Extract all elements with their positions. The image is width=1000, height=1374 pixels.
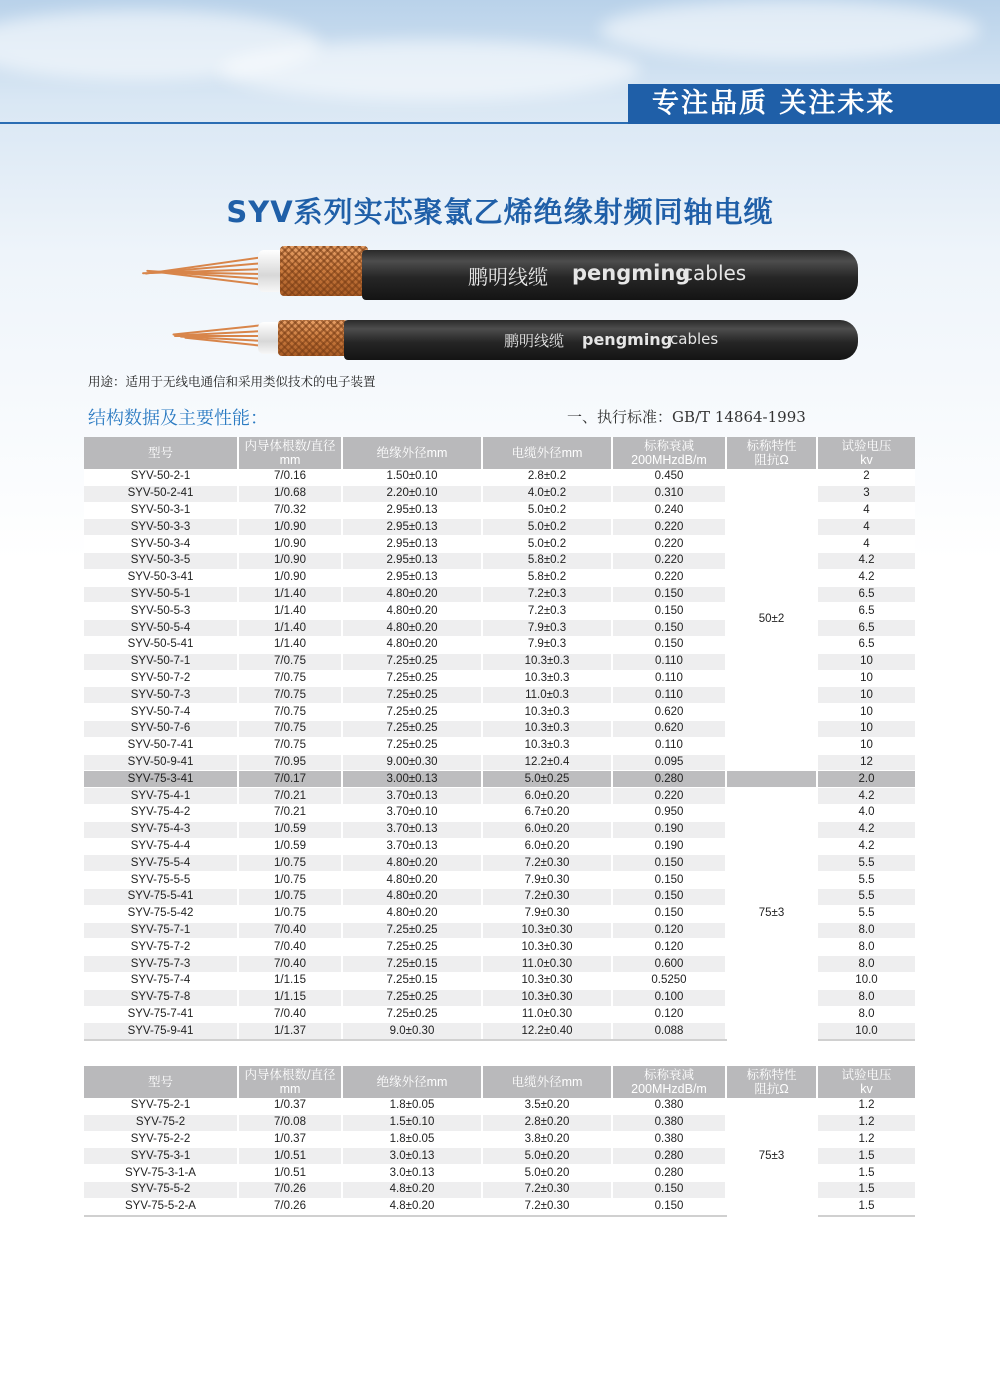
cell-model: SYV-75-3-1: [84, 1148, 238, 1165]
spec-table-2-body: [84, 1098, 915, 1216]
usage-text: 用途：适用于无线电通信和采用类似技术的电子装置: [88, 374, 376, 389]
cell-test-voltage: 4: [817, 536, 915, 553]
spec-table-1: [84, 437, 915, 1041]
cell-conductor: 7/0.26: [238, 1181, 342, 1198]
cell-outer-diameter: 3.8±0.20: [482, 1131, 612, 1148]
cell-outer-diameter: 7.2±0.30: [482, 1181, 612, 1198]
cell-attenuation: 0.190: [612, 838, 726, 855]
cell-test-voltage: 8.0: [817, 1006, 915, 1023]
cell-test-voltage: 6.5: [817, 620, 915, 637]
cell-attenuation: 0.220: [612, 552, 726, 569]
cell-outer-diameter: 10.3±0.3: [482, 704, 612, 721]
table-header-row: [84, 437, 915, 469]
cell-test-voltage: 4: [817, 519, 915, 536]
cell-conductor: 7/0.16: [238, 469, 342, 485]
cell-model: SYV-50-3-41: [84, 569, 238, 586]
cell-insulation: 7.25±0.25: [342, 720, 482, 737]
cell-outer-diameter: 10.3±0.3: [482, 653, 612, 670]
cell-conductor: 7/0.21: [238, 788, 342, 805]
cell-test-voltage: 10: [817, 737, 915, 754]
header-impedance: 标称特性 阻抗Ω: [726, 437, 817, 469]
header-impedance: 标称特性 阻抗Ω: [726, 1066, 817, 1098]
cable-print-en: pengming: [582, 330, 673, 349]
cell-attenuation: 0.240: [612, 502, 726, 519]
cell-test-voltage: 10: [817, 653, 915, 670]
cell-test-voltage: 10: [817, 687, 915, 704]
cell-attenuation: 0.100: [612, 989, 726, 1006]
cell-model: SYV-50-3-1: [84, 502, 238, 519]
cell-outer-diameter: 11.0±0.3: [482, 687, 612, 704]
cell-model: SYV-50-9-41: [84, 754, 238, 771]
cell-test-voltage: 2: [817, 469, 915, 485]
cell-conductor: 7/0.21: [238, 804, 342, 821]
header-insulation: 绝缘外径mm: [342, 437, 482, 469]
cell-conductor: 7/0.75: [238, 737, 342, 754]
cell-insulation: 7.25±0.25: [342, 1006, 482, 1023]
cell-test-voltage: 1.5: [817, 1148, 915, 1165]
cell-insulation: 9.0±0.30: [342, 1023, 482, 1040]
cell-insulation: 2.95±0.13: [342, 569, 482, 586]
cell-conductor: 1/0.90: [238, 552, 342, 569]
cell-insulation: 7.25±0.15: [342, 972, 482, 989]
header-outer-diameter: 电缆外径mm: [482, 437, 612, 469]
cable-jacket: [344, 320, 858, 360]
cell-test-voltage: 10.0: [817, 1023, 915, 1040]
cell-attenuation: 0.380: [612, 1114, 726, 1131]
table-row: [84, 788, 915, 805]
cell-model: SYV-75-7-2: [84, 939, 238, 956]
cell-attenuation: 0.310: [612, 485, 726, 502]
cell-insulation: 7.25±0.15: [342, 956, 482, 973]
cell-model: SYV-75-2-2: [84, 1131, 238, 1148]
cell-insulation: 1.8±0.05: [342, 1098, 482, 1114]
cell-outer-diameter: 6.0±0.20: [482, 788, 612, 805]
cell-conductor: 1/0.75: [238, 872, 342, 889]
cell-test-voltage: 8.0: [817, 922, 915, 939]
cell-attenuation: 0.095: [612, 754, 726, 771]
cell-conductor: 1/1.15: [238, 989, 342, 1006]
cell-test-voltage: 8.0: [817, 939, 915, 956]
header-attenuation: 标称衰减 200MHzdB/m: [612, 1066, 726, 1098]
cell-model: SYV-75-2-1: [84, 1098, 238, 1114]
cell-attenuation: 0.120: [612, 939, 726, 956]
cell-model: SYV-50-2-41: [84, 485, 238, 502]
slogan-banner: 专注品质 关注未来: [628, 84, 1000, 124]
cell-outer-diameter: 6.0±0.20: [482, 838, 612, 855]
cell-test-voltage: 8.0: [817, 956, 915, 973]
cell-insulation: 1.50±0.10: [342, 469, 482, 485]
cell-insulation: 1.8±0.05: [342, 1131, 482, 1148]
cell-conductor: 1/0.37: [238, 1098, 342, 1114]
cell-insulation: 2.20±0.10: [342, 485, 482, 502]
cell-insulation: 3.70±0.13: [342, 838, 482, 855]
cell-attenuation: 0.220: [612, 788, 726, 805]
cell-outer-diameter: 10.3±0.30: [482, 939, 612, 956]
header-attenuation: 标称衰减 200MHzdB/m: [612, 437, 726, 469]
cell-conductor: 1/0.59: [238, 838, 342, 855]
cell-attenuation: 0.220: [612, 569, 726, 586]
cell-conductor: 1/1.40: [238, 636, 342, 653]
cell-outer-diameter: 7.2±0.30: [482, 888, 612, 905]
cell-test-voltage: 4.2: [817, 569, 915, 586]
table-header-row: [84, 1066, 915, 1098]
cell-attenuation: 0.150: [612, 1198, 726, 1215]
header-insulation: 绝缘外径mm: [342, 1066, 482, 1098]
header-test-voltage: 试验电压 kv: [817, 1066, 915, 1098]
cell-outer-diameter: 6.0±0.20: [482, 821, 612, 838]
cell-model: SYV-50-7-3: [84, 687, 238, 704]
cell-attenuation: 0.150: [612, 603, 726, 620]
cell-attenuation: 0.120: [612, 922, 726, 939]
cell-conductor: 1/1.15: [238, 972, 342, 989]
cell-model: SYV-50-7-2: [84, 670, 238, 687]
cell-model: SYV-50-7-41: [84, 737, 238, 754]
cell-outer-diameter: 2.8±0.2: [482, 469, 612, 485]
cell-conductor: 1/1.37: [238, 1023, 342, 1040]
cell-insulation: 4.8±0.20: [342, 1181, 482, 1198]
cell-insulation: 3.0±0.13: [342, 1148, 482, 1165]
cell-insulation: 3.70±0.10: [342, 804, 482, 821]
cell-outer-diameter: 11.0±0.30: [482, 956, 612, 973]
cell-outer-diameter: 5.0±0.25: [482, 771, 612, 788]
cable-jacket: [362, 250, 858, 300]
cell-outer-diameter: 3.5±0.20: [482, 1098, 612, 1114]
cell-insulation: 7.25±0.25: [342, 653, 482, 670]
cloud: [600, 0, 980, 60]
cell-attenuation: 0.220: [612, 536, 726, 553]
cell-test-voltage: 8.0: [817, 989, 915, 1006]
cell-model: SYV-75-2: [84, 1114, 238, 1131]
cell-model: SYV-75-4-3: [84, 821, 238, 838]
cell-conductor: 1/0.37: [238, 1131, 342, 1148]
cell-attenuation: 0.150: [612, 620, 726, 637]
cell-insulation: 2.95±0.13: [342, 502, 482, 519]
cell-model: SYV-75-5-41: [84, 888, 238, 905]
cell-model: SYV-50-5-3: [84, 603, 238, 620]
cell-model: SYV-75-7-1: [84, 922, 238, 939]
cell-outer-diameter: 5.0±0.20: [482, 1165, 612, 1182]
cell-outer-diameter: 10.3±0.3: [482, 737, 612, 754]
cell-insulation: 7.25±0.25: [342, 989, 482, 1006]
cell-attenuation: 0.150: [612, 855, 726, 872]
cell-model: SYV-75-3-41: [84, 771, 238, 788]
cell-model: SYV-75-7-4: [84, 972, 238, 989]
cell-outer-diameter: 5.8±0.2: [482, 552, 612, 569]
cable-print-cn: 鹏明线缆: [504, 332, 565, 350]
cell-test-voltage: 10.0: [817, 972, 915, 989]
cell-insulation: 4.80±0.20: [342, 872, 482, 889]
cell-test-voltage: 2.0: [817, 771, 915, 788]
cell-attenuation: 0.150: [612, 905, 726, 922]
cell-test-voltage: 1.2: [817, 1114, 915, 1131]
cell-attenuation: 0.120: [612, 1006, 726, 1023]
cell-conductor: 7/0.95: [238, 754, 342, 771]
cell-model: SYV-75-5-42: [84, 905, 238, 922]
cell-conductor: 7/0.75: [238, 720, 342, 737]
cell-attenuation: 0.150: [612, 1181, 726, 1198]
cell-test-voltage: 4.2: [817, 788, 915, 805]
table-row: [84, 1098, 915, 1114]
cell-insulation: 4.8±0.20: [342, 1198, 482, 1215]
header-conductor: 内导体根数/直径 mm: [238, 1066, 342, 1098]
cell-insulation: 3.0±0.13: [342, 1165, 482, 1182]
cell-attenuation: 0.150: [612, 888, 726, 905]
table-row: [84, 469, 915, 485]
cell-test-voltage: 1.5: [817, 1181, 915, 1198]
cell-model: SYV-50-5-1: [84, 586, 238, 603]
cell-conductor: 1/1.40: [238, 620, 342, 637]
cell-conductor: 7/0.26: [238, 1198, 342, 1215]
cell-model: SYV-50-2-1: [84, 469, 238, 485]
cell-insulation: 7.25±0.25: [342, 670, 482, 687]
cell-outer-diameter: 12.2±0.4: [482, 754, 612, 771]
cell-outer-diameter: 7.2±0.3: [482, 586, 612, 603]
cell-insulation: 4.80±0.20: [342, 636, 482, 653]
cell-insulation: 4.80±0.20: [342, 603, 482, 620]
cell-insulation: 7.25±0.25: [342, 737, 482, 754]
cell-impedance: 75±3: [726, 788, 817, 1040]
header-test-voltage: 试验电压 kv: [817, 437, 915, 469]
cell-outer-diameter: 10.3±0.3: [482, 670, 612, 687]
page-title: SYV系列实芯聚氯乙烯绝缘射频同轴电缆: [226, 195, 774, 229]
cell-model: SYV-75-3-1-A: [84, 1165, 238, 1182]
cell-conductor: 1/0.68: [238, 485, 342, 502]
cell-test-voltage: 10: [817, 670, 915, 687]
cell-outer-diameter: 7.2±0.30: [482, 1198, 612, 1215]
cell-model: SYV-75-5-5: [84, 872, 238, 889]
cell-impedance: 50±2: [726, 469, 817, 771]
cell-impedance-empty: [726, 771, 817, 788]
cell-model: SYV-75-5-2-A: [84, 1198, 238, 1215]
cell-outer-diameter: 5.0±0.2: [482, 519, 612, 536]
cell-test-voltage: 4.2: [817, 821, 915, 838]
cell-insulation: 4.80±0.20: [342, 586, 482, 603]
cell-insulation: 4.80±0.20: [342, 905, 482, 922]
cable-print-suffix: cables: [670, 330, 719, 348]
cell-insulation: 3.70±0.13: [342, 821, 482, 838]
copper-strands: [140, 246, 264, 296]
cell-test-voltage: 6.5: [817, 586, 915, 603]
cell-attenuation: 0.220: [612, 519, 726, 536]
table-row: [84, 771, 915, 788]
cable-print-cn: 鹏明线缆: [468, 265, 548, 289]
cell-outer-diameter: 10.3±0.30: [482, 972, 612, 989]
cell-attenuation: 0.110: [612, 687, 726, 704]
cell-attenuation: 0.150: [612, 872, 726, 889]
cell-insulation: 4.80±0.20: [342, 888, 482, 905]
cell-conductor: 7/0.75: [238, 670, 342, 687]
cell-outer-diameter: 2.8±0.20: [482, 1114, 612, 1131]
cell-attenuation: 0.450: [612, 469, 726, 485]
cell-insulation: 2.95±0.13: [342, 536, 482, 553]
cell-conductor: 7/0.40: [238, 956, 342, 973]
cell-conductor: 1/1.40: [238, 586, 342, 603]
cell-test-voltage: 10: [817, 704, 915, 721]
spec-table-2: [84, 1066, 915, 1217]
section-title: 结构数据及主要性能：: [88, 408, 268, 429]
cell-test-voltage: 5.5: [817, 905, 915, 922]
cell-insulation: 7.25±0.25: [342, 922, 482, 939]
cell-insulation: 3.00±0.13: [342, 771, 482, 788]
cell-test-voltage: 4.2: [817, 552, 915, 569]
copper-braid: [280, 246, 368, 296]
cell-conductor: 7/0.75: [238, 653, 342, 670]
cell-outer-diameter: 4.0±0.2: [482, 485, 612, 502]
cell-outer-diameter: 7.9±0.30: [482, 905, 612, 922]
cell-model: SYV-75-5-2: [84, 1181, 238, 1198]
header-model: 型号: [84, 1066, 238, 1098]
cell-attenuation: 0.380: [612, 1131, 726, 1148]
cell-outer-diameter: 7.2±0.3: [482, 603, 612, 620]
cell-outer-diameter: 5.0±0.20: [482, 1148, 612, 1165]
cell-impedance: 75±3: [726, 1098, 817, 1216]
cell-outer-diameter: 12.2±0.40: [482, 1023, 612, 1040]
cell-model: SYV-50-3-5: [84, 552, 238, 569]
cell-conductor: 7/0.40: [238, 939, 342, 956]
cell-insulation: 7.25±0.25: [342, 939, 482, 956]
cell-model: SYV-50-5-4: [84, 620, 238, 637]
cell-test-voltage: 1.2: [817, 1098, 915, 1114]
cell-model: SYV-75-5-4: [84, 855, 238, 872]
cell-attenuation: 0.110: [612, 670, 726, 687]
cell-insulation: 9.00±0.30: [342, 754, 482, 771]
cell-outer-diameter: 10.3±0.30: [482, 989, 612, 1006]
cell-attenuation: 0.150: [612, 586, 726, 603]
cell-conductor: 1/0.90: [238, 519, 342, 536]
cell-model: SYV-50-7-6: [84, 720, 238, 737]
cell-conductor: 1/0.51: [238, 1165, 342, 1182]
cell-conductor: 1/0.59: [238, 821, 342, 838]
cell-test-voltage: 5.5: [817, 872, 915, 889]
cable-print-suffix: cables: [682, 261, 747, 285]
cell-attenuation: 0.380: [612, 1098, 726, 1114]
cell-attenuation: 0.5250: [612, 972, 726, 989]
cell-conductor: 1/0.90: [238, 536, 342, 553]
cell-model: SYV-75-9-41: [84, 1023, 238, 1040]
cell-outer-diameter: 7.2±0.30: [482, 855, 612, 872]
cell-test-voltage: 6.5: [817, 636, 915, 653]
spec-table-1-body: [84, 469, 915, 1040]
cell-model: SYV-75-7-8: [84, 989, 238, 1006]
cell-insulation: 4.80±0.20: [342, 620, 482, 637]
copper-braid: [278, 320, 348, 356]
cell-outer-diameter: 10.3±0.30: [482, 922, 612, 939]
cell-outer-diameter: 5.8±0.2: [482, 569, 612, 586]
cell-model: SYV-50-7-4: [84, 704, 238, 721]
cell-attenuation: 0.150: [612, 636, 726, 653]
cell-attenuation: 0.620: [612, 720, 726, 737]
cell-model: SYV-75-4-2: [84, 804, 238, 821]
cell-conductor: 1/0.75: [238, 855, 342, 872]
cell-model: SYV-50-5-41: [84, 636, 238, 653]
cell-model: SYV-75-4-4: [84, 838, 238, 855]
cell-model: SYV-50-3-3: [84, 519, 238, 536]
cell-attenuation: 0.110: [612, 653, 726, 670]
cell-conductor: 7/0.08: [238, 1114, 342, 1131]
cell-test-voltage: 4.0: [817, 804, 915, 821]
header-conductor: 内导体根数/直径 mm: [238, 437, 342, 469]
cell-test-voltage: 4: [817, 502, 915, 519]
cell-outer-diameter: 7.9±0.3: [482, 636, 612, 653]
cell-attenuation: 0.280: [612, 1165, 726, 1182]
cell-outer-diameter: 7.9±0.3: [482, 620, 612, 637]
cell-attenuation: 0.110: [612, 737, 726, 754]
cloud: [220, 40, 640, 100]
cell-attenuation: 0.190: [612, 821, 726, 838]
cell-outer-diameter: 6.7±0.20: [482, 804, 612, 821]
cell-conductor: 1/1.40: [238, 603, 342, 620]
cell-attenuation: 0.088: [612, 1023, 726, 1040]
cell-attenuation: 0.620: [612, 704, 726, 721]
cell-test-voltage: 1.5: [817, 1165, 915, 1182]
cell-model: SYV-75-7-3: [84, 956, 238, 973]
cell-model: SYV-75-7-41: [84, 1006, 238, 1023]
cell-test-voltage: 10: [817, 720, 915, 737]
cell-test-voltage: 5.5: [817, 855, 915, 872]
cell-insulation: 3.70±0.13: [342, 788, 482, 805]
header-model: 型号: [84, 437, 238, 469]
cell-insulation: 2.95±0.13: [342, 552, 482, 569]
cable-image-small: [170, 312, 860, 362]
cell-insulation: 7.25±0.25: [342, 687, 482, 704]
cell-attenuation: 0.950: [612, 804, 726, 821]
cell-test-voltage: 12: [817, 754, 915, 771]
cell-conductor: 7/0.75: [238, 704, 342, 721]
cell-test-voltage: 4.2: [817, 838, 915, 855]
header-outer-diameter: 电缆外径mm: [482, 1066, 612, 1098]
cell-outer-diameter: 11.0±0.30: [482, 1006, 612, 1023]
cell-conductor: 1/0.75: [238, 905, 342, 922]
cell-insulation: 7.25±0.25: [342, 704, 482, 721]
copper-strands: [170, 316, 264, 356]
cell-insulation: 2.95±0.13: [342, 519, 482, 536]
cell-model: SYV-50-3-4: [84, 536, 238, 553]
cell-test-voltage: 1.2: [817, 1131, 915, 1148]
cell-outer-diameter: 10.3±0.3: [482, 720, 612, 737]
cell-outer-diameter: 5.0±0.2: [482, 536, 612, 553]
cell-conductor: 7/0.32: [238, 502, 342, 519]
cable-print-en: pengming: [572, 261, 691, 285]
standard-text: 一、执行标准：GB/T 14864-1993: [567, 408, 806, 426]
cell-insulation: 1.5±0.10: [342, 1114, 482, 1131]
cell-conductor: 7/0.40: [238, 922, 342, 939]
cell-conductor: 1/0.90: [238, 569, 342, 586]
cell-model: SYV-75-4-1: [84, 788, 238, 805]
cell-conductor: 1/0.51: [238, 1148, 342, 1165]
cell-conductor: 7/0.17: [238, 771, 342, 788]
cell-conductor: 7/0.75: [238, 687, 342, 704]
cell-model: SYV-50-7-1: [84, 653, 238, 670]
cell-attenuation: 0.280: [612, 1148, 726, 1165]
cell-test-voltage: 5.5: [817, 888, 915, 905]
cell-insulation: 4.80±0.20: [342, 855, 482, 872]
cell-test-voltage: 6.5: [817, 603, 915, 620]
cell-attenuation: 0.600: [612, 956, 726, 973]
cell-outer-diameter: 7.9±0.30: [482, 872, 612, 889]
cell-conductor: 1/0.75: [238, 888, 342, 905]
cell-attenuation: 0.280: [612, 771, 726, 788]
cell-conductor: 7/0.40: [238, 1006, 342, 1023]
cable-image-large: [140, 240, 860, 302]
cell-outer-diameter: 5.0±0.2: [482, 502, 612, 519]
cell-test-voltage: 3: [817, 485, 915, 502]
cell-test-voltage: 1.5: [817, 1198, 915, 1215]
